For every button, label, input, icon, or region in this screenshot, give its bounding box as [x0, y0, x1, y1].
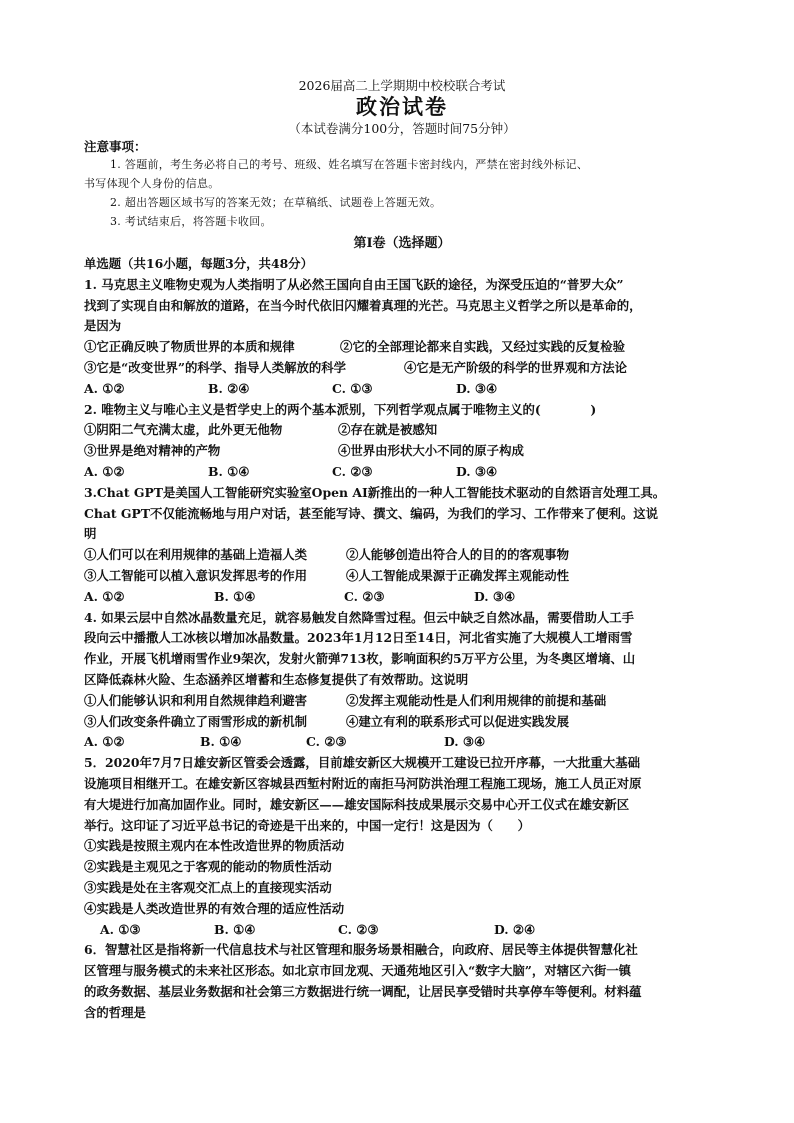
q1-option-b[interactable]: B. ②④ [208, 380, 250, 396]
exam-title: 政治试卷 [356, 94, 448, 119]
q3-stem-2: Chat GPT不仅能流畅地与用户对话，甚至能写诗、撰文、编码，为我们的学习、工作带来了便利。这说 [84, 505, 659, 521]
q1-stem-3: 是因为 [84, 318, 122, 334]
exam-page [84, 78, 720, 1023]
q5-statement-4: ④实践是人类改造世界的有效合理的适应性活动 [84, 900, 345, 916]
q3-statement-3: ③人工智能可以植入意识发挥思考的作用 [84, 567, 308, 583]
q5-stem-1: 5．2020年7月7日雄安新区管委会透露，目前雄安新区大规模开工建设已拉开序幕，一大批重大基础 [84, 755, 640, 771]
q4-statements-row-2 [84, 712, 720, 733]
q5-statement-2: ②实践是主观见之于客观的能动的物质性活动 [84, 859, 332, 875]
q1-statements-row-1 [84, 337, 720, 358]
q3-option-a[interactable]: A. ①② [84, 588, 125, 604]
q5-statement-1: ①实践是按照主观内在本性改造世界的物质活动 [84, 838, 345, 854]
q1-option-d[interactable]: D. ③④ [456, 380, 498, 396]
q6-stem-4: 含的哲理是 [84, 1004, 146, 1020]
q5-option-b[interactable]: B. ①④ [214, 921, 256, 937]
q2-statement-4: ④世界由形状大小不同的原子构成 [338, 443, 524, 459]
q1-stem-1: 1. 马克思主义唯物史观为人类指明了从必然王国向自由王国飞跃的途径，为深受压迫的“普罗大众” [84, 276, 624, 292]
q3-option-d[interactable]: D. ③④ [474, 588, 516, 604]
q1-option-a[interactable]: A. ①② [84, 380, 125, 396]
q2-statement-2: ②存在就是被感知 [338, 422, 438, 438]
q1-statement-2: ②它的全部理论都来自实践，又经过实践的反复检验 [340, 339, 625, 355]
q2-statement-1: ①阴阳二气充满太虚，此外更无他物 [84, 422, 283, 438]
notice-item-2: 2. 超出答题区域书写的答案无效；在草稿纸、试题卷上答题无效。 [110, 196, 442, 209]
q3-statement-1: ①人们可以在利用规律的基础上造福人类 [84, 547, 308, 563]
q4-statement-2: ②发挥主观能动性是人们利用规律的前提和基础 [346, 692, 607, 708]
q3-stem-3: 明 [84, 526, 97, 542]
q2-option-a[interactable]: A. ①② [84, 463, 125, 479]
q3-option-b[interactable]: B. ①④ [214, 588, 256, 604]
q1-option-c[interactable]: C. ①③ [332, 380, 373, 396]
q2-statements-row-2 [84, 441, 720, 462]
q4-statements-row-1 [84, 691, 720, 712]
q2-options [84, 462, 720, 483]
q5-statement-3: ③实践是处在主客观交汇点上的直接现实活动 [84, 879, 332, 895]
q4-options [84, 732, 720, 753]
q5-stem-4: 举行。这印证了习近平总书记的奇迹是干出来的，中国一定行！这是因为（ ） [84, 817, 531, 833]
q2-option-d[interactable]: D. ③④ [456, 463, 498, 479]
q1-statement-1: ①它正确反映了物质世界的本质和规律 [84, 339, 295, 355]
q5-option-d[interactable]: D. ②④ [494, 921, 536, 937]
exam-header: 2026届高二上学期期中校校联合考试 [298, 78, 506, 93]
q4-stem-4: 区降低森林火险、生态涵养区增蓄和生态修复提供了有效帮助。这说明 [84, 671, 469, 687]
part-title: 第Ⅰ卷（选择题） [353, 236, 451, 251]
q4-statement-1: ①人们能够认识和利用自然规律趋利避害 [84, 692, 308, 708]
q4-stem-1: 4. 如果云层中自然冰晶数量充足，就容易触发自然降雪过程。但云中缺乏自然冰晶，需要借助人工手 [84, 609, 635, 625]
q4-statement-4: ④建立有利的联系形式可以促进实践发展 [346, 713, 570, 729]
q3-statements-row-2 [84, 566, 720, 587]
q1-statement-3: ③它是“改变世界”的科学、指导人类解放的科学 [84, 359, 347, 375]
q2-statements-row-1 [84, 420, 720, 441]
exam-subtitle: （本试卷满分100分，答题时间75分钟） [288, 121, 516, 136]
q6-stem-3: 的政务数据、基层业务数据和社会第三方数据进行统一调配，让居民享受错时共享停车等便利。材料蕴 [84, 983, 642, 999]
q4-stem-2: 段向云中播撒人工冰核以增加冰晶数量。2023年1月12日至14日，河北省实施了大规模人工增雨雪 [84, 630, 633, 646]
notice-item-1: 1. 答题前，考生务必将自己的考号、班级、姓名填写在答题卡密封线内，严禁在密封线外标记、 [110, 158, 589, 171]
q6-stem-2: 区管理与服务模式的未来社区形态。如北京市回龙观、天通苑地区引入“数字大脑”，对辖区六街一镇 [84, 963, 632, 979]
notice-block [84, 155, 720, 231]
q5-option-a[interactable]: A. ①③ [100, 921, 141, 937]
q4-option-a[interactable]: A. ①② [84, 734, 125, 750]
q2-option-b[interactable]: B. ①④ [208, 463, 250, 479]
q5-options [84, 920, 720, 941]
q3-statements-row-1 [84, 545, 720, 566]
q4-option-d[interactable]: D. ③④ [444, 734, 486, 750]
q6-stem-1: 6．智慧社区是指将新一代信息技术与社区管理和服务场景相融合，向政府、居民等主体提供智慧化社 [84, 942, 638, 958]
section-title: 单选题（共16小题，每题3分，共48分） [84, 256, 313, 271]
q2-option-c[interactable]: C. ②③ [332, 463, 373, 479]
notice-item-1-cont: 书写体现个人身份的信息。 [84, 177, 220, 190]
notice-heading: 注意事项： [84, 139, 147, 154]
q4-statement-3: ③人们改变条件确立了雨雪形成的新机制 [84, 713, 308, 729]
q4-stem-3: 作业，开展飞机增雨雪作业9架次，发射火箭弹713枚，影响面积约5万平方公里，为冬奥区增墒、山 [84, 651, 636, 667]
q2-stem: 2. 唯物主义与唯心主义是哲学史上的两个基本派别，下列哲学观点属于唯物主义的( ) [84, 401, 597, 417]
q1-statements-row-2 [84, 358, 720, 379]
q3-statement-4: ④人工智能成果源于正确发挥主观能动性 [346, 567, 570, 583]
q3-options [84, 587, 720, 608]
q5-stem-3: 有大堤进行加高加固作业。同时，雄安新区——雄安国际科技成果展示交易中心开工仪式在雄安新区 [84, 796, 630, 812]
notice-item-3: 3. 考试结束后，将答题卡收回。 [110, 215, 272, 228]
question-list [84, 254, 720, 1023]
q5-option-c[interactable]: C. ②③ [338, 921, 379, 937]
q4-option-c[interactable]: C. ②③ [306, 734, 347, 750]
q1-options [84, 379, 720, 400]
q4-option-b[interactable]: B. ①④ [200, 734, 242, 750]
q3-option-c[interactable]: C. ②③ [344, 588, 385, 604]
q5-stem-2: 设施项目相继开工。在雄安新区容城县西堑村附近的南拒马河防洪治理工程施工现场，施工人员正对原 [84, 775, 642, 791]
q1-stem-2: 找到了实现自由和解放的道路，在当今时代依旧闪耀着真理的光芒。马克思主义哲学之所以是革命的， [84, 297, 642, 313]
q2-statement-3: ③世界是绝对精神的产物 [84, 443, 221, 459]
q1-statement-4: ④它是无产阶级的科学的世界观和方法论 [404, 359, 628, 375]
q3-statement-2: ②人能够创造出符合人的目的的客观事物 [346, 547, 570, 563]
q3-stem-1: 3.Chat GPT是美国人工智能研究实验室Open AI新推出的一种人工智能技术驱动的自然语言处理工具。 [84, 484, 666, 500]
